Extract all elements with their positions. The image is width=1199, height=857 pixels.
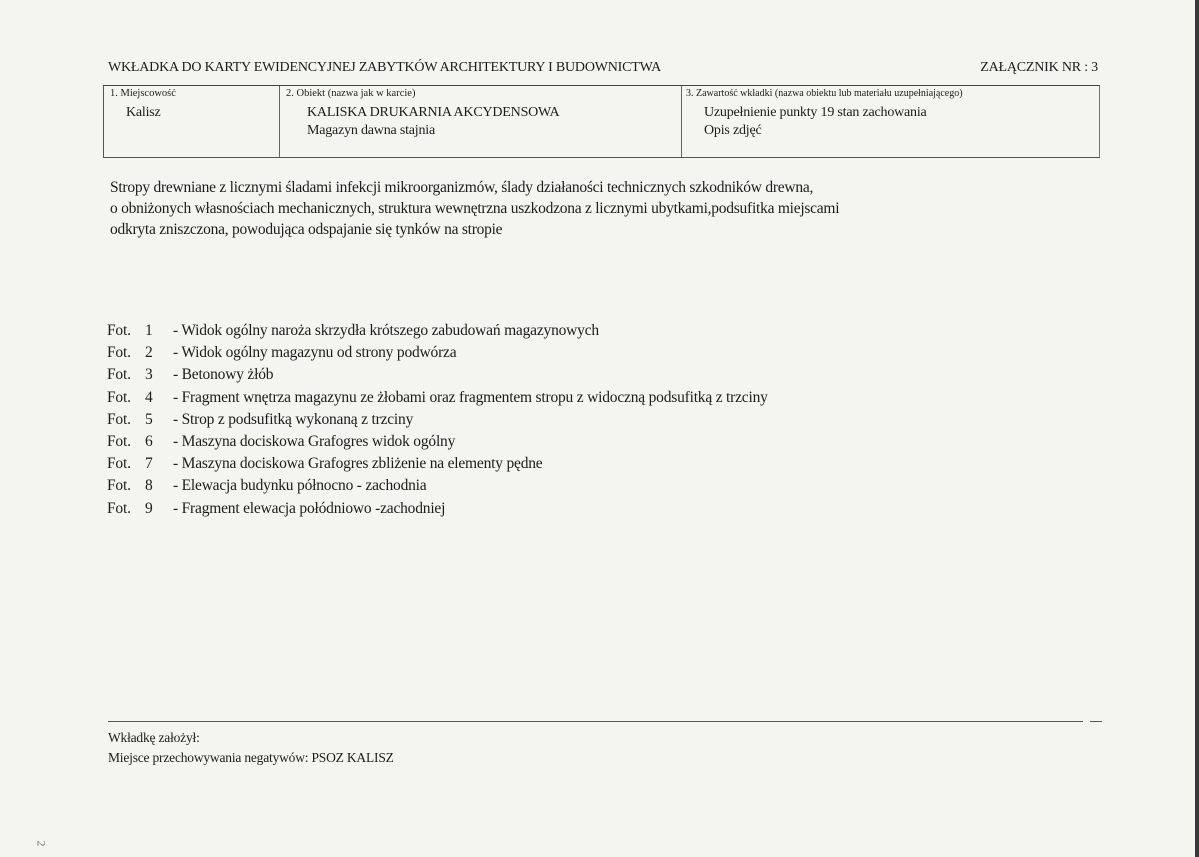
object-cell — [279, 86, 681, 157]
photo-prefix: Fot. — [107, 388, 131, 406]
photo-description: - Fragment wnętrza magazynu ze żłobami oraz fragmentem stropu z widoczną podsufitką z trzciny — [173, 388, 768, 406]
condition-description — [110, 177, 1095, 240]
photo-prefix: Fot. — [107, 499, 131, 517]
footer-divider — [108, 721, 1083, 722]
photo-prefix: Fot. — [107, 344, 131, 362]
location-cell — [103, 86, 279, 157]
photo-item — [107, 475, 1007, 497]
description-line: o obniżonych własnościach mechanicznych, struktura wewnętrzna uszkodzona z licznymi ubytkami,podsufitka miejscami — [110, 200, 840, 217]
photo-description: - Maszyna dociskowa Grafogres widok ogólny — [173, 433, 456, 451]
attachment-number: ZAŁĄCZNIK NR : 3 — [980, 60, 1098, 75]
document-title: WKŁADKA DO KARTY EWIDENCYJNEJ ZABYTKÓW ARCHITEKTURY I BUDOWNICTWA — [108, 60, 661, 75]
photo-description: - Betonowy żłób — [173, 366, 274, 384]
description-line: Stropy drewniane z licznymi śladami infekcji mikroorganizmów, ślady działaności technicznych szkodników drewna, — [110, 179, 814, 196]
photo-number: 8 — [145, 477, 153, 495]
description-line: odkryta zniszczona, powodująca odspajanie się tynków na stropie — [110, 221, 503, 238]
photo-number: 5 — [145, 410, 153, 428]
photo-prefix: Fot. — [107, 477, 131, 495]
negatives-location-line: Miejsce przechowywania negatywów: PSOZ KALISZ — [108, 750, 394, 765]
content-line1: Uzupełnienie punkty 19 stan zachowania — [704, 105, 927, 120]
photo-item — [107, 364, 1007, 386]
photo-description: - Strop z podsufitką wykonaną z trzciny — [173, 410, 414, 428]
object-name: KALISKA DRUKARNIA AKCYDENSOWA — [307, 105, 560, 120]
photo-item — [107, 431, 1007, 453]
photo-number: 2 — [145, 344, 153, 362]
content-cell — [681, 86, 1100, 157]
photo-description: - Fragment elewacja połódniowo -zachodniej — [173, 499, 446, 517]
photo-item — [107, 342, 1007, 364]
photo-item — [107, 387, 1007, 409]
photo-list — [107, 320, 1007, 520]
photo-prefix: Fot. — [107, 433, 131, 451]
location-label: 1. Miejscowość — [110, 88, 176, 99]
photo-description: - Widok ogólny magazynu od strony podwórza — [173, 344, 457, 362]
footer-divider-dash — [1090, 721, 1102, 722]
created-by-line: Wkładkę założył: — [108, 730, 200, 745]
object-subname: Magazyn dawna stajnia — [307, 123, 435, 138]
photo-number: 7 — [145, 455, 153, 473]
photo-item — [107, 409, 1007, 431]
photo-number: 1 — [145, 322, 153, 339]
content-line2: Opis zdjęć — [704, 123, 762, 138]
photo-number: 4 — [145, 388, 153, 406]
photo-prefix: Fot. — [107, 322, 131, 339]
photo-prefix: Fot. — [107, 410, 131, 428]
photo-number: 3 — [145, 366, 153, 384]
photo-prefix: Fot. — [107, 366, 131, 384]
photo-item — [107, 498, 1007, 520]
photo-description: - Widok ogólny naroża skrzydła krótszego zabudowań magazynowych — [173, 322, 599, 339]
content-label: 3. Zawartość wkładki (nazwa obiektu lub materiału uzupełniającego) — [686, 88, 963, 99]
photo-number: 9 — [145, 499, 153, 517]
document-footer — [108, 728, 394, 768]
info-table — [103, 85, 1100, 158]
location-value: Kalisz — [126, 105, 161, 120]
photo-description: - Maszyna dociskowa Grafogres zbliżenie na elementy pędne — [173, 455, 543, 473]
page-mark: 2 — [34, 840, 49, 847]
photo-item — [107, 320, 1007, 342]
photo-prefix: Fot. — [107, 455, 131, 473]
photo-item — [107, 453, 1007, 475]
photo-number: 6 — [145, 433, 153, 451]
object-label: 2. Obiekt (nazwa jak w karcie) — [286, 88, 416, 99]
page-edge — [1195, 0, 1199, 857]
photo-description: - Elewacja budynku północno - zachodnia — [173, 477, 427, 495]
